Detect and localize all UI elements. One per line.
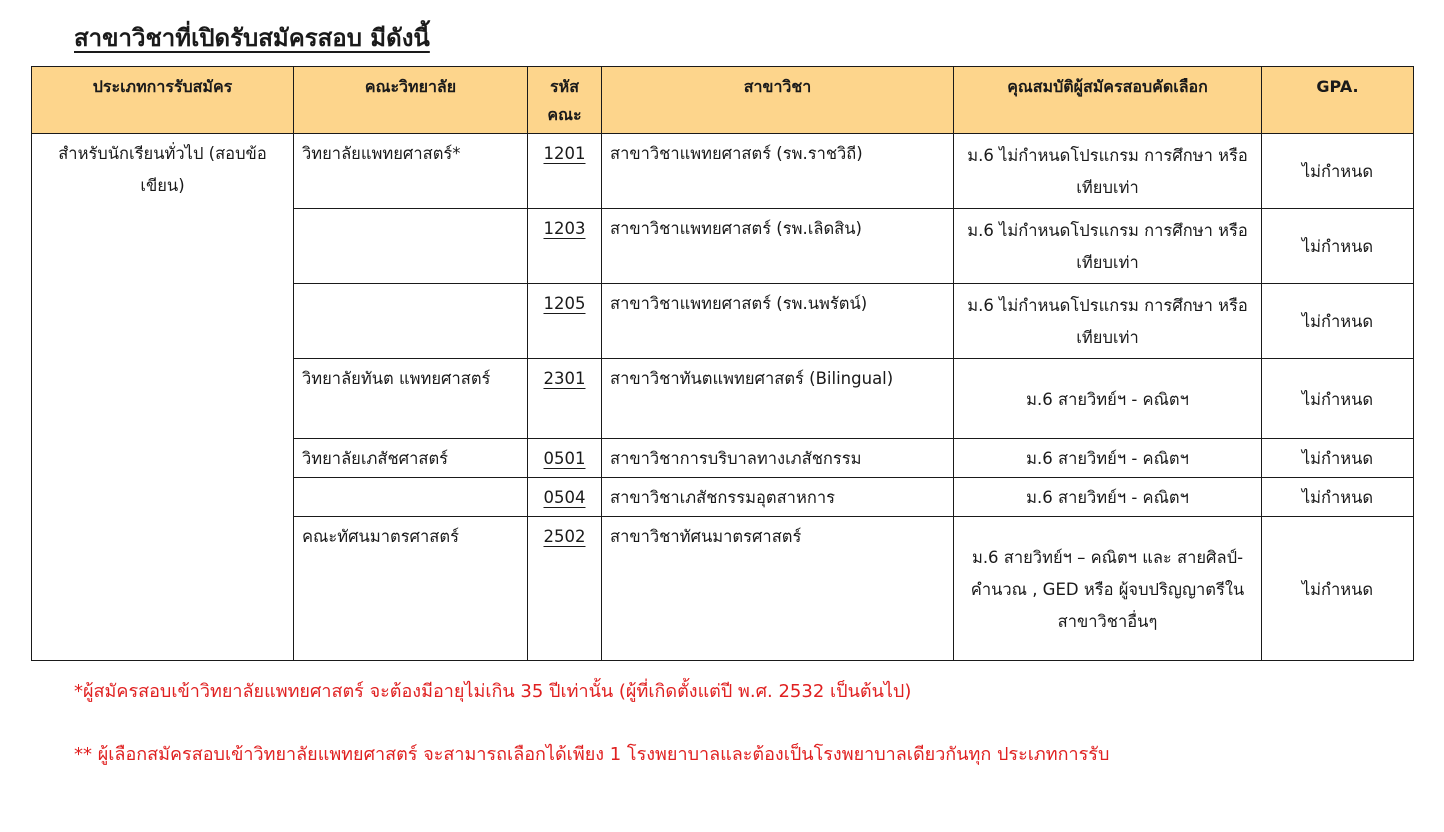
gpa-cell: ไม่กำหนด <box>1262 359 1414 439</box>
gpa-cell: ไม่กำหนด <box>1262 134 1414 209</box>
gpa-cell: ไม่กำหนด <box>1262 209 1414 284</box>
faculty-cell: วิทยาลัยทันต แพทยศาสตร์ <box>294 359 528 439</box>
faculty-cell <box>294 209 528 284</box>
faculty-cell: วิทยาลัยเภสัชศาสตร์ <box>294 439 528 478</box>
program-cell: สาขาวิชาแพทยศาสตร์ (รพ.ราชวิถี) <box>602 134 954 209</box>
faculty-cell <box>294 478 528 517</box>
faculty-code-cell: 1205 <box>528 284 602 359</box>
faculty-code-cell: 0501 <box>528 439 602 478</box>
qualification-cell: ม.6 ไม่กำหนดโปรแกรม การศึกษา หรือเทียบเท่า <box>954 284 1262 359</box>
page-title: สาขาวิชาที่เปิดรับสมัครสอบ มีดังนี้ <box>74 24 430 52</box>
gpa-cell: ไม่กำหนด <box>1262 284 1414 359</box>
program-cell: สาขาวิชาแพทยศาสตร์ (รพ.เลิดสิน) <box>602 209 954 284</box>
header-program: สาขาวิชา <box>602 67 954 134</box>
qualification-cell: ม.6 ไม่กำหนดโปรแกรม การศึกษา หรือเทียบเท่า <box>954 134 1262 209</box>
gpa-cell: ไม่กำหนด <box>1262 517 1414 661</box>
header-code: รหัส คณะ <box>528 67 602 134</box>
program-cell: สาขาวิชาการบริบาลทางเภสัชกรรม <box>602 439 954 478</box>
admission-type-cell: สำหรับนักเรียนทั่วไป (สอบข้อเขียน) <box>32 134 294 661</box>
program-cell: สาขาวิชาเภสัชกรรมอุตสาหการ <box>602 478 954 517</box>
faculty-code-cell: 0504 <box>528 478 602 517</box>
faculty-cell: คณะทัศนมาตรศาสตร์ <box>294 517 528 661</box>
qualification-cell: ม.6 สายวิทย์ฯ - คณิตฯ <box>954 478 1262 517</box>
faculty-code-cell: 2502 <box>528 517 602 661</box>
faculty-code-cell: 2301 <box>528 359 602 439</box>
programs-table <box>31 66 1414 661</box>
program-cell: สาขาวิชาทัศนมาตรศาสตร์ <box>602 517 954 661</box>
footnote-age-limit: *ผู้สมัครสอบเข้าวิทยาลัยแพทยศาสตร์ จะต้องมีอายุไม่เกิน 35 ปีเท่านั้น (ผู้ที่เกิดตั้งแต่ปี พ.ศ. 2532 เป็นต้นไป) <box>74 681 912 702</box>
table-row <box>32 134 1414 209</box>
qualification-cell: ม.6 สายวิทย์ฯ - คณิตฯ <box>954 439 1262 478</box>
gpa-cell: ไม่กำหนด <box>1262 478 1414 517</box>
faculty-cell <box>294 284 528 359</box>
qualification-cell: ม.6 สายวิทย์ฯ - คณิตฯ <box>954 359 1262 439</box>
header-admission-type: ประเภทการรับสมัคร <box>32 67 294 134</box>
header-faculty: คณะวิทยาลัย <box>294 67 528 134</box>
qualification-cell: ม.6 ไม่กำหนดโปรแกรม การศึกษา หรือเทียบเท่า <box>954 209 1262 284</box>
faculty-code-cell: 1203 <box>528 209 602 284</box>
program-cell: สาขาวิชาแพทยศาสตร์ (รพ.นพรัตน์) <box>602 284 954 359</box>
footnote-hospital-choice: ** ผู้เลือกสมัครสอบเข้าวิทยาลัยแพทยศาสตร์ จะสามารถเลือกได้เพียง 1 โรงพยาบาลและต้องเป็นโรงพยาบาลเดียวกันทุก ประเภทการรับ <box>74 744 1110 765</box>
gpa-cell: ไม่กำหนด <box>1262 439 1414 478</box>
faculty-cell: วิทยาลัยแพทยศาสตร์* <box>294 134 528 209</box>
program-cell: สาขาวิชาทันตแพทยศาสตร์ (Bilingual) <box>602 359 954 439</box>
header-gpa: GPA. <box>1262 67 1414 134</box>
qualification-cell: ม.6 สายวิทย์ฯ – คณิตฯ และ สายศิลป์-คำนวณ , GED หรือ ผู้จบปริญญาตรีใน สาขาวิชาอื่นๆ <box>954 517 1262 661</box>
table-header-row <box>32 67 1414 134</box>
faculty-code-cell: 1201 <box>528 134 602 209</box>
header-qualification: คุณสมบัติผู้สมัครสอบคัดเลือก <box>954 67 1262 134</box>
